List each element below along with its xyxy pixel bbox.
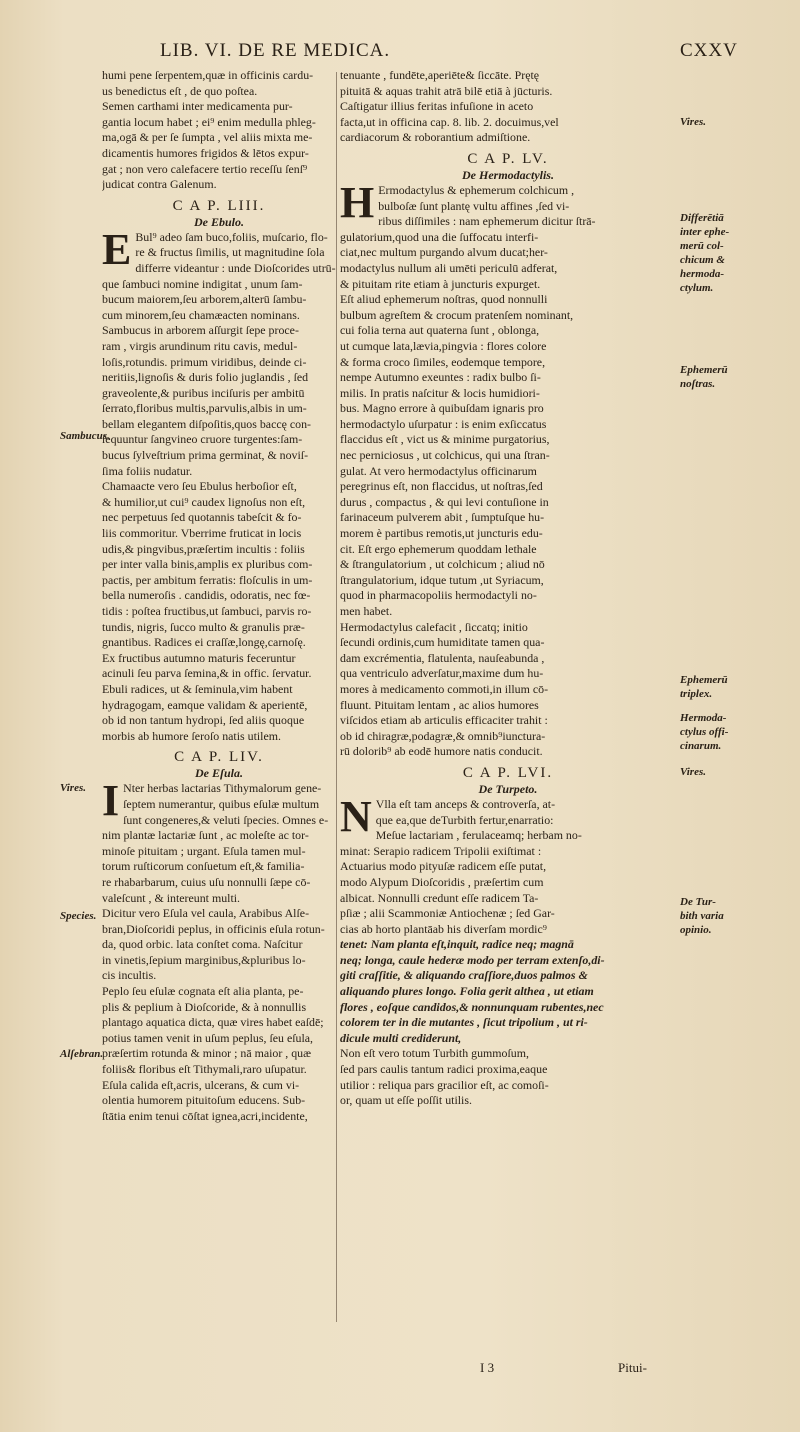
margin-note: Alſebran. (60, 1048, 104, 1060)
text-line: pſiæ ; alii Scammoniæ Antiochenæ ; ſed Gar- (340, 906, 555, 921)
text-line: nim plantæ lactariæ ſunt , ac moleſte ac tor- (102, 828, 309, 843)
margin-note: Ephemerū (680, 364, 728, 376)
chapter-subtitle: De Turpeto. (478, 781, 538, 796)
text-line: acinuli ſeu parva ſemina,& in offic. ſervatur. (102, 666, 312, 681)
chapter-subtitle: De Eſula. (195, 766, 243, 781)
text-line: hydragogam, eamque validam & aperientē, (102, 697, 308, 712)
text-line: da, quod orbic. lata conſtet coma. Naſcitur (102, 937, 303, 952)
text-line: & ſtrangulatorium , ut colchicum ; aliud nō (340, 557, 545, 572)
text-line: dicamentis humores frigidos & lētos expur- (102, 145, 309, 160)
margin-note: ctylum. (680, 282, 714, 294)
text-line: cui folia terna aut quaterna ſunt , oblonga, (340, 323, 540, 338)
chapter-body (102, 224, 336, 745)
text-line: bus. Magno errore à quibuſdam ignaris pro (340, 401, 544, 416)
text-line: minat: Serapio radicem Tripolii exiſtimat : (340, 843, 542, 858)
text-line: ciat,nec multum purgando alvum ducat;her- (340, 245, 548, 260)
drop-cap: E (102, 224, 132, 274)
text-line: ob id chiragræ,podagræ,& omnib⁹iunctura- (340, 728, 546, 743)
text-line: flores , eoſque candidos,& nonnunquam rubentes,nec (340, 999, 604, 1014)
text-line: Eſula calida eſt,acris, ulcerans, & cum vi- (102, 1077, 300, 1092)
text-line: udis,& pingvibus,præſertim incultis : foliis (102, 541, 305, 556)
text-line: Chamaacte vero ſeu Ebulus herboſior eſt, (102, 479, 297, 494)
left-column (102, 68, 336, 1124)
text-line: cis incultis. (102, 968, 157, 983)
text-line: & humilior,ut cui⁹ caudex lignoſus non eſt, (102, 494, 306, 509)
drop-cap: I (102, 776, 120, 826)
text-line: Eſt aliud ephemerum noſtras, quod nonnulli (340, 292, 548, 307)
text-line: modactylus nullum ali umēti periculū adferat, (340, 260, 558, 275)
text-line: qua ventriculo adverſatur,maxime dum hu- (340, 666, 544, 681)
margin-note: noſtras. (680, 378, 716, 390)
text-line: potius tamen venit in uſum peplus, ſeu eſula, (102, 1030, 314, 1045)
signature-mark: I 3 (480, 1360, 495, 1375)
text-line: ſecundi ordinis,cum humiditate tamen qua- (340, 635, 545, 650)
margin-note: Species. (60, 910, 97, 922)
text-line: Ex fructibus autumno maturis feceruntur (102, 650, 296, 665)
text-line: tidis : poſtea fructibus,ut ſambuci, parvis ro- (102, 604, 312, 618)
margin-note: Vires. (60, 782, 86, 794)
text-line: albicat. Nonnulli credunt eſſe radicem Ta- (340, 890, 539, 905)
text-line: que ea,que deTurbith fertur,enarratio: (375, 812, 554, 827)
text-line: bucum maiorem,ſeu arborem,alterū ſambu- (102, 292, 307, 307)
text-line: & pituitam rite etiam à juncturis expurget. (340, 276, 541, 291)
text-line: Sambucus in arborem aſſurgit ſepe proce- (102, 323, 299, 338)
text-line: plantago aquatica dicta, quæ vires habet eaſdē; (102, 1015, 324, 1030)
text-line: bulbum agreſtem & crocum pratenſem nominant, (340, 307, 574, 322)
chapter-body (340, 177, 676, 760)
text-line: valeſcunt , & intereunt multi. (102, 890, 241, 905)
text-line: Bul⁹ adeo ſam buco,foliis, muſcario, flo- (135, 229, 328, 244)
chapter-body (340, 791, 676, 1109)
margin-note: chicum & (680, 254, 725, 266)
text-line: pituitā & aquas trahit atrā bilē etiā à jūcturis. (340, 83, 553, 98)
margin-note: merū col- (680, 240, 724, 252)
text-line: colorem ter in die mutantes , ſicut tripolium , ut ri- (340, 1015, 588, 1030)
text-line: loſis,rotundis. primum viridibus, deinde ci- (102, 354, 307, 369)
text-line: Non eſt vero totum Turbith gummoſum, (340, 1046, 529, 1061)
text-line: gulatorium,quod una die ſuffocatu interfi- (340, 229, 539, 244)
text-line: differre videantur : unde Dioſcorides utrū- (135, 260, 336, 275)
text-line: flaccidus eſt , vict us & minime purgatorius, (340, 432, 550, 447)
text-line: re & fructus ſimilis, ut magnitudine ſola (135, 245, 325, 260)
text-line: neq; longa, caule hederæ modo per terram extenſo,di- (340, 952, 605, 967)
margin-note: Differētiā (680, 212, 724, 224)
column-divider (336, 72, 337, 1322)
text-line: ob id non tantum hydropi, ſed aliis quoque (102, 713, 305, 728)
chapter-subtitle: De Hermodactylis. (462, 167, 554, 182)
text-line: bulboſæ ſunt plantę vultu affines ,ſed vi- (378, 198, 570, 213)
text-line: Ebuli radices, ut & ſeminula,vim habent (102, 681, 293, 696)
text-line: nempe Autumno exeuntes : radix bulbo ſi- (340, 370, 541, 385)
text-line: bellam elegantem diſpoſitis,quos baccę con- (102, 416, 312, 431)
margin-note: De Tur- (680, 896, 716, 908)
margin-note: bith varia (680, 910, 724, 922)
chapter-subtitle: De Ebulo. (193, 214, 244, 229)
text-line: Meſue lactariam , ferulaceamq; herbam no- (375, 828, 582, 843)
text-line: us benedictus eſt , de quo poſtea. (102, 83, 258, 98)
text-line: durus , compactus , & qui levi contuſione in (340, 494, 549, 509)
text-line: utilior : reliqua pars gracilior eſt, ac comoſi- (340, 1077, 549, 1092)
page-number: CXXV (680, 40, 738, 61)
text-line: ram , virgis arundinum ritu cavis, medul- (102, 338, 298, 353)
text-line: Caſtigatur illius feritas infuſione in aceto (340, 99, 534, 114)
text-line: hermodactylo uſurpatur : is enim exſiccatus (340, 416, 547, 431)
text-line: ut cumque lata,lævia,pingvia : flores colore (340, 338, 547, 353)
text-line: Actuarius modo pityuſæ radicem eſſe putat, (340, 859, 547, 874)
text-line: facta,ut in officina cap. 8. lib. 2. docuimus,vel (340, 114, 559, 129)
text-line: neritiis,lignoſis & duris folio juglandis , ſed (102, 370, 309, 385)
text-line: præſertim rotunda & minor ; nā maior , quæ (102, 1046, 312, 1061)
text-line: humi pene ſerpentem,quæ in officinis cardu- (102, 68, 314, 82)
margin-note: Vires. (680, 766, 706, 778)
text-line: judicat contra Galenum. (102, 177, 217, 192)
text-line: quod in pharmacopoliis hermodactyli no- (340, 588, 537, 603)
text-line: milis. In pratis naſcitur & locis humidiori- (340, 385, 540, 400)
text-line: gnantibus. Radices ei craſſæ,longę,carnoſę. (102, 635, 306, 650)
text-line: ribus diſſimiles : nam ephemerum dicitur ſtrā- (378, 214, 596, 229)
text-line: tenuante , fundēte,aperiēte& ſiccāte. Prętę (340, 68, 540, 82)
text-line: Vlla eſt tam anceps & controverſa, at- (375, 796, 556, 811)
text-line: cum minorem,ſeu chamæacten nominans. (102, 307, 300, 322)
text-line: nec perpetuus ſed quotannis tabeſcit & fo- (102, 510, 302, 525)
text-line: ſtrangulatorium, idque tutum ,ut Syriacum, (340, 572, 544, 587)
text-line: ſima foliis nudatur. (102, 463, 193, 478)
text-line: plis & peplium à Dioſcoride, & à nonnullis (102, 999, 307, 1014)
right-intro (340, 68, 676, 146)
chapter-heading: C A P. LIV. (174, 749, 264, 766)
text-line: pactis, per ambitum ferratis: floſculis in um- (102, 572, 313, 587)
margin-note: Ephemerū (680, 674, 728, 686)
chapter-body (102, 776, 336, 1124)
text-line: tundis, nigris, ſucco multo & granulis præ- (102, 619, 305, 634)
text-line: mores à medicamento commoti,in illum cō- (340, 681, 549, 696)
text-line: cit. Eſt ergo ephemerum quoddam lethale (340, 541, 537, 556)
text-line: ſerrato,floribus multis,parvulis,albis in um- (102, 401, 307, 416)
text-line: minoſe pituitam ; urgant. Eſula tamen mul- (102, 843, 306, 858)
text-line: morbis ab humore ſeroſo natis utilem. (102, 728, 281, 743)
text-line: Nter herbas lactarias Tithymalorum gene- (123, 781, 322, 796)
text-line: liis commoritur. Vberrime fruticat in locis (102, 526, 302, 541)
text-line: ſeptem numerantur, quibus eſulæ multum (123, 796, 320, 811)
text-line: re rhabarbarum, cuius uſu nonnulli ſæpe cō- (102, 874, 311, 889)
text-line: Peplo ſeu eſulæ cognata eſt alia planta, pe- (102, 984, 304, 999)
text-line: cardiacorum & roborantium admiſtione. (340, 130, 531, 145)
chapter-heading: C A P. LIII. (172, 197, 266, 214)
margin-note: ctylus offi- (680, 726, 729, 738)
margin-note: Hermoda- (680, 712, 727, 724)
margin-note: inter ephe- (680, 226, 730, 238)
margin-note: opinio. (680, 924, 712, 936)
text-line: viſcidos etiam ab articulis efficaciter trahit : (340, 713, 548, 728)
text-line: per inter valla binis,amplis ex pluribus com- (102, 557, 313, 572)
text-line: aliquando plures longo. Folia gerit althea , ut etiam (340, 984, 594, 999)
header-title: LIB. VI. DE RE MEDICA. (160, 40, 391, 61)
margin-note: hermoda- (680, 268, 724, 280)
text-line: gat ; non vero calefacere tertio receſſu ſenſ⁹ (102, 161, 308, 176)
text-line: torum ruſticorum conſuetum eſt,& familia- (102, 859, 305, 874)
text-line: dam excrémentia, flatulenta, nauſeabunda , (340, 650, 545, 665)
text-line: foliis& floribus eſt Tithymali,raro uſupatur. (102, 1062, 307, 1077)
text-line: gantia locum habet ; ei⁹ enim medulla phleg- (102, 114, 316, 129)
text-line: Semen carthami inter medicamenta pur- (102, 99, 293, 114)
text-line: modo Alypum Dioſcoridis , præſertim cum (340, 874, 544, 889)
margin-note: triplex. (680, 688, 713, 700)
text-line: rū dolorib⁹ ab eodē humore natis conducit. (340, 744, 543, 759)
running-header (0, 38, 800, 66)
text-line: Hermodactylus calefacit , ſiccatq; initio (340, 619, 528, 634)
text-line: bucus ſylveſtrium prima germinat, & noviſ- (102, 448, 309, 463)
text-line: olentia humorem pituitoſum educens. Sub- (102, 1093, 306, 1108)
text-line: & forma croco ſimiles, eodemque tempore, (340, 354, 546, 369)
chapter-heading: C A P. LV. (467, 150, 549, 167)
drop-cap: H (340, 177, 375, 227)
text-line: bran,Dioſcoridi peplus, in officinis eſula rotun- (102, 921, 325, 936)
text-line: ma,ogā & per ſe ſumpta , vel aliis mixta me- (102, 130, 313, 145)
text-line: Dicitur vero Eſula vel caula, Arabibus Alſe- (102, 906, 310, 921)
text-line: giti craſſitie, & aliquando craſſiore,duos palmos & (340, 968, 588, 983)
text-line: morem è partibus remotis,ut juncturis edu- (340, 526, 543, 541)
text-line: fluunt. Pituitam lentam , ac alios humores (340, 697, 539, 712)
margin-note: Sambucus. (60, 430, 110, 442)
margin-note: cinarum. (680, 740, 722, 752)
drop-cap: N (340, 791, 372, 841)
chapter-heading: C A P. LVI. (462, 764, 554, 781)
text-line: dicule multi crediderunt, (340, 1030, 462, 1045)
text-line: bella numeroſis . candidis, odoratis, nec fœ- (102, 588, 311, 603)
text-line: ſed pars caulis tantum radici proxima,eaque (340, 1062, 548, 1077)
text-line: cias ab horto plantāab his diverſam mordic⁹ (340, 921, 547, 936)
text-line: ſequuntur ſangvineo cruore turgentes:ſam- (102, 432, 303, 447)
text-line: peregrinus eſt, non flaccidus, ut noſtras,ſed (340, 479, 543, 494)
text-line: farinaceum pulverem abit , ſumptuſque hu- (340, 510, 545, 525)
text-line: que ſambuci nomine indigitat , unum ſam- (102, 276, 303, 291)
text-line: graveolente,& puribus inciſuris per ambitū (102, 385, 305, 400)
right-column (340, 68, 676, 1109)
margin-note: Vires. (680, 116, 706, 128)
text-line: or, quam ut eſſe poſſit utilis. (340, 1093, 472, 1108)
text-line: men habet. (340, 604, 393, 618)
catchword: Pitui- (618, 1360, 647, 1375)
text-line: Ermodactylus & ephemerum colchicum , (378, 182, 575, 197)
text-line: in vinetis,ſepium marginibus,&pluribus lo- (102, 952, 306, 967)
text-line: tenet: Nam planta eſt,inquit, radice neq; magnā (340, 937, 574, 952)
text-line: ſunt congeneres,& veluti ſpecies. Omnes e- (123, 812, 329, 827)
text-line: gulat. At vero hermodactylus officinarum (340, 463, 537, 478)
left-intro (102, 68, 336, 193)
text-line: ſtātia enim tenui cōſtat ignea,acri,incidente, (102, 1108, 308, 1123)
text-line: nec perniciosus , ut colchicus, qui una ſtran- (340, 448, 550, 463)
